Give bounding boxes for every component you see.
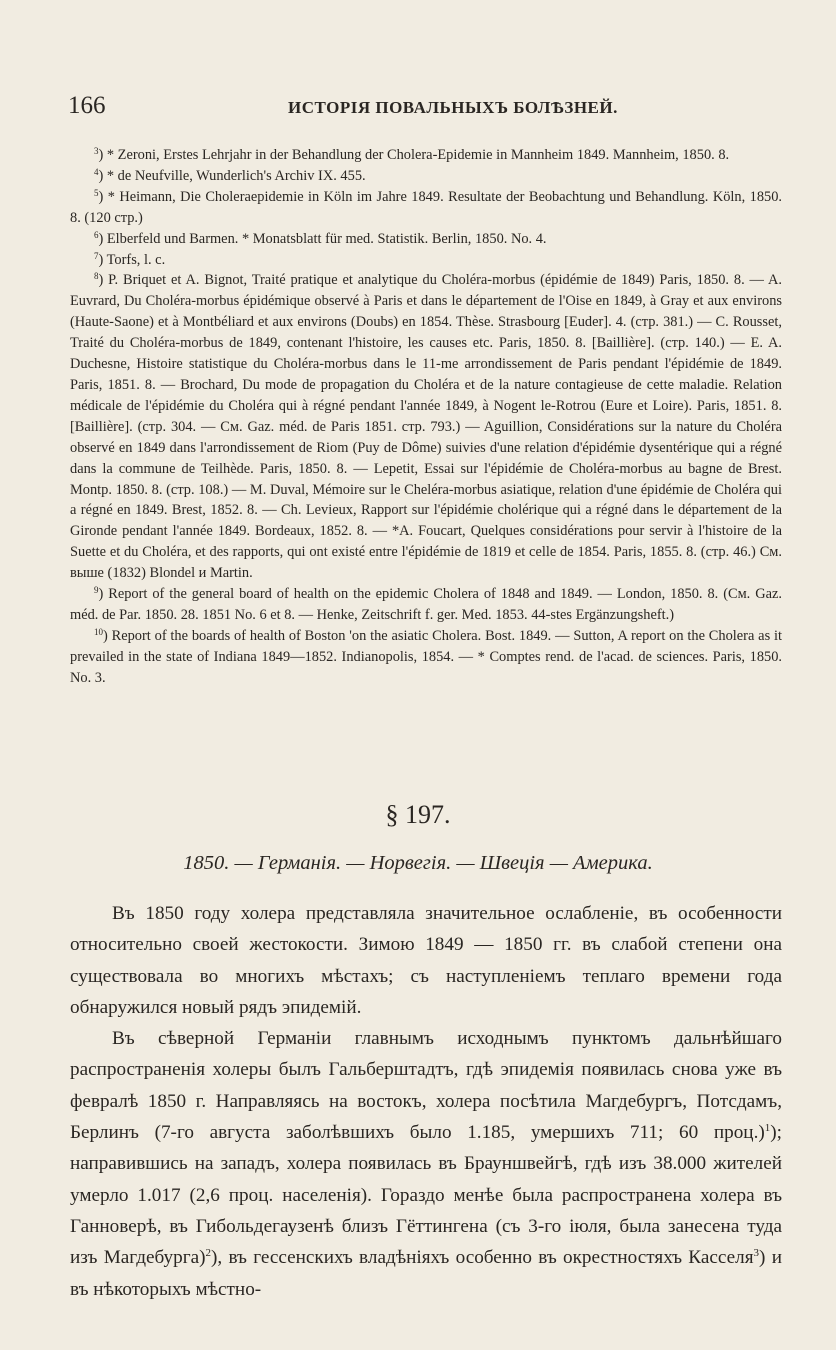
footnote <box>70 270 782 584</box>
paragraph-text: ) и въ нѣкоторыхъ мѣстно- <box>70 1247 782 1300</box>
footnote-text: ) * de Neufville, Wunderlich's Archiv IX. 455. <box>98 167 366 184</box>
footnote <box>70 187 782 229</box>
footnote-mark: 5 <box>94 187 99 198</box>
footnote-mark: 6 <box>94 229 99 240</box>
footnote <box>70 166 782 187</box>
footnote-text: ) * Zeroni, Erstes Lehrjahr in der Behandlung der Cholera-Epidemie in Mannheim 1849. Mannheim, 1850. 8. <box>98 147 730 163</box>
footnote <box>70 584 782 626</box>
footnote-mark: 10 <box>94 626 103 637</box>
footnote-mark: 3 <box>94 146 99 156</box>
section-number: § 197. <box>385 800 451 829</box>
footnote-text: ) Torfs, l. c. <box>98 251 166 268</box>
paragraph <box>70 1023 782 1305</box>
paragraph-text: ), въ гессенскихъ владѣніяхъ особенно въ окрестностяхъ Касселя <box>210 1247 754 1269</box>
footnote-mark: 4 <box>94 166 99 177</box>
section-subtitle: 1850. — Германія. — Норвегія. — Швеція — Америка. <box>183 852 653 874</box>
page-number: 166 <box>68 92 106 119</box>
footnote-mark: 9 <box>94 585 99 596</box>
paragraph-text: Въ 1850 году холера представляла значительное ослабленіе, въ особенности относительно своей жестокости. Зимою 1849 — 1850 гг. въ слабой степени она существовала во многихъ мѣстахъ; съ наступленіемъ теплаго времени года обнаружился новый рядъ эпидемій. <box>70 903 782 1018</box>
footnote-text: ) P. Briquet et A. Bignot, Traité pratique et analytique du Choléra-morbus (épidémie de 1849) Paris, 1850. 8. — A. Euvrard, Du Choléra-morbus épidémique observé à Paris et dans le département de l'Oise en 1849, à Gray et aux environs (Haute-Saone) et à Montbéliard et aux environs (Doubs) en 1854. Thèse. Strasbourg [Euder]. 4. (стр. 381.) — C. Rousset, Traité du Choléra-morbus de 1849, contenant l'histoire, les causes etc. Paris, 1850. 8. [Baillière]. (стр. 140.) — E. A. Duchesne, Histoire statistique du Choléra-morbus dans le 11-me arrondissement de Paris pendant l'épidémie de 1849. Paris, 1851. 8. — Brochard, Du mode de propagation du Choléra et de la nature contagieuse de cette maladie. Relation médicale de l'épidémie du Choléra qui à régné pendant l'année 1849, à Nogent le-Rotrou (Eure et Loire). Paris, 1851. 8. [Baillière]. (стр. 304. — См. Gaz. méd. de Paris 1851. стр. 793.) — Aguillion, Considérations sur la nature du Choléra observé en 1849 dans l'arrondissement de Riom (Puy de Dôme) suivies d'une relation d'épidémie dysentérique qui a régné dans la commune de Teilhède. Paris, 1850. 8. — Lepetit, Essai sur l'épidémie de Choléra-morbus au bagne de Brest. Montp. 1850. 8. (стр. 108.) — M. Duval, Mémoire sur le Cheléra-morbus asiatique, relation d'une épidémie de Choléra qui a régné en 1849. Brest, 1852. 8. — Ch. Levieux, Rapport sur l'épidémie cholérique qui a régné dans le département de la Gironde pendant l'année 1849. Bordeaux, 1852. 8. — *A. Foucart, Quelques considérations pour servir à l'histoire de la Suette et du Choléra, et des rapports, qui ont existé entre l'épidémie de 1819 et celle de 1854. Paris, 1855. 8. (стр. 46.) См. выше (1832) Blondel и Martin. <box>70 272 782 582</box>
footnote <box>70 626 782 689</box>
footnote-ref: 2 <box>205 1247 211 1260</box>
footnote-text: ) * Heimann, Die Choleraepidemie in Köln im Jahre 1849. Resultate der Beobachtung und Behandlung. Köln, 1850. 8. (120 стр.) <box>70 188 782 226</box>
footnote <box>70 250 782 271</box>
paragraph-text: ); направившись на западъ, холера появилась въ Брауншвейгѣ, гдѣ изъ 38.000 жителей умерло 1.017 (2,6 проц. населенія). Гораздо менѣе была распространена холера въ Ганноверѣ, въ Гибольдегаузенѣ близъ Гёттингена (съ 3-го іюля, была занесена туда изъ Магдебурга) <box>70 1122 782 1269</box>
running-head: ИСТОРІЯ ПОВАЛЬНЫХЪ БОЛѢЗНЕЙ. <box>288 98 618 117</box>
page-header <box>68 92 780 122</box>
paragraph <box>70 898 782 1023</box>
paragraph-text: Въ сѣверной Германіи главнымъ исходнымъ пунктомъ дальнѣйшаго распространенія холеры былъ Гальберштадтъ, гдѣ эпидемія появилась снова уже въ февралѣ 1850 г. Направляясь на востокъ, холера посѣтила Магдебургъ, Потсдамъ, Берлинъ (7-го августа заболѣвшихъ было 1.185, умершихъ 711; 60 проц.) <box>70 1028 782 1144</box>
footnote <box>70 229 782 250</box>
footnotes <box>70 145 782 689</box>
footnote-text: ) Report of the boards of health of Boston 'on the asiatic Cholera. Bost. 1849. — Sutton, A report on the Cholera as it prevailed in the state of Indiana 1849—1852. Indianopolis, 1854. — * Comptes rend. de l'acad. de sciences. Paris, 1850. No. 3. <box>70 627 782 686</box>
footnote-ref: 1 <box>764 1122 771 1135</box>
body-text <box>70 898 782 1305</box>
footnote-ref: 3 <box>753 1247 760 1260</box>
footnote-mark: 8 <box>94 271 99 282</box>
footnote <box>70 145 782 166</box>
footnote-mark: 7 <box>94 250 99 261</box>
footnote-text: ) Elberfeld und Barmen. * Monatsblatt für med. Statistik. Berlin, 1850. No. 4. <box>98 230 547 247</box>
footnote-text: ) Report of the general board of health on the epidemic Cholera of 1848 and 1849. — London, 1850. 8. (См. Gaz. méd. de Par. 1850. 28. 1851 No. 6 et 8. — Henke, Zeitschrift f. ger. Med. 1853. 44-stes Ergänzungsheft.) <box>70 586 782 623</box>
